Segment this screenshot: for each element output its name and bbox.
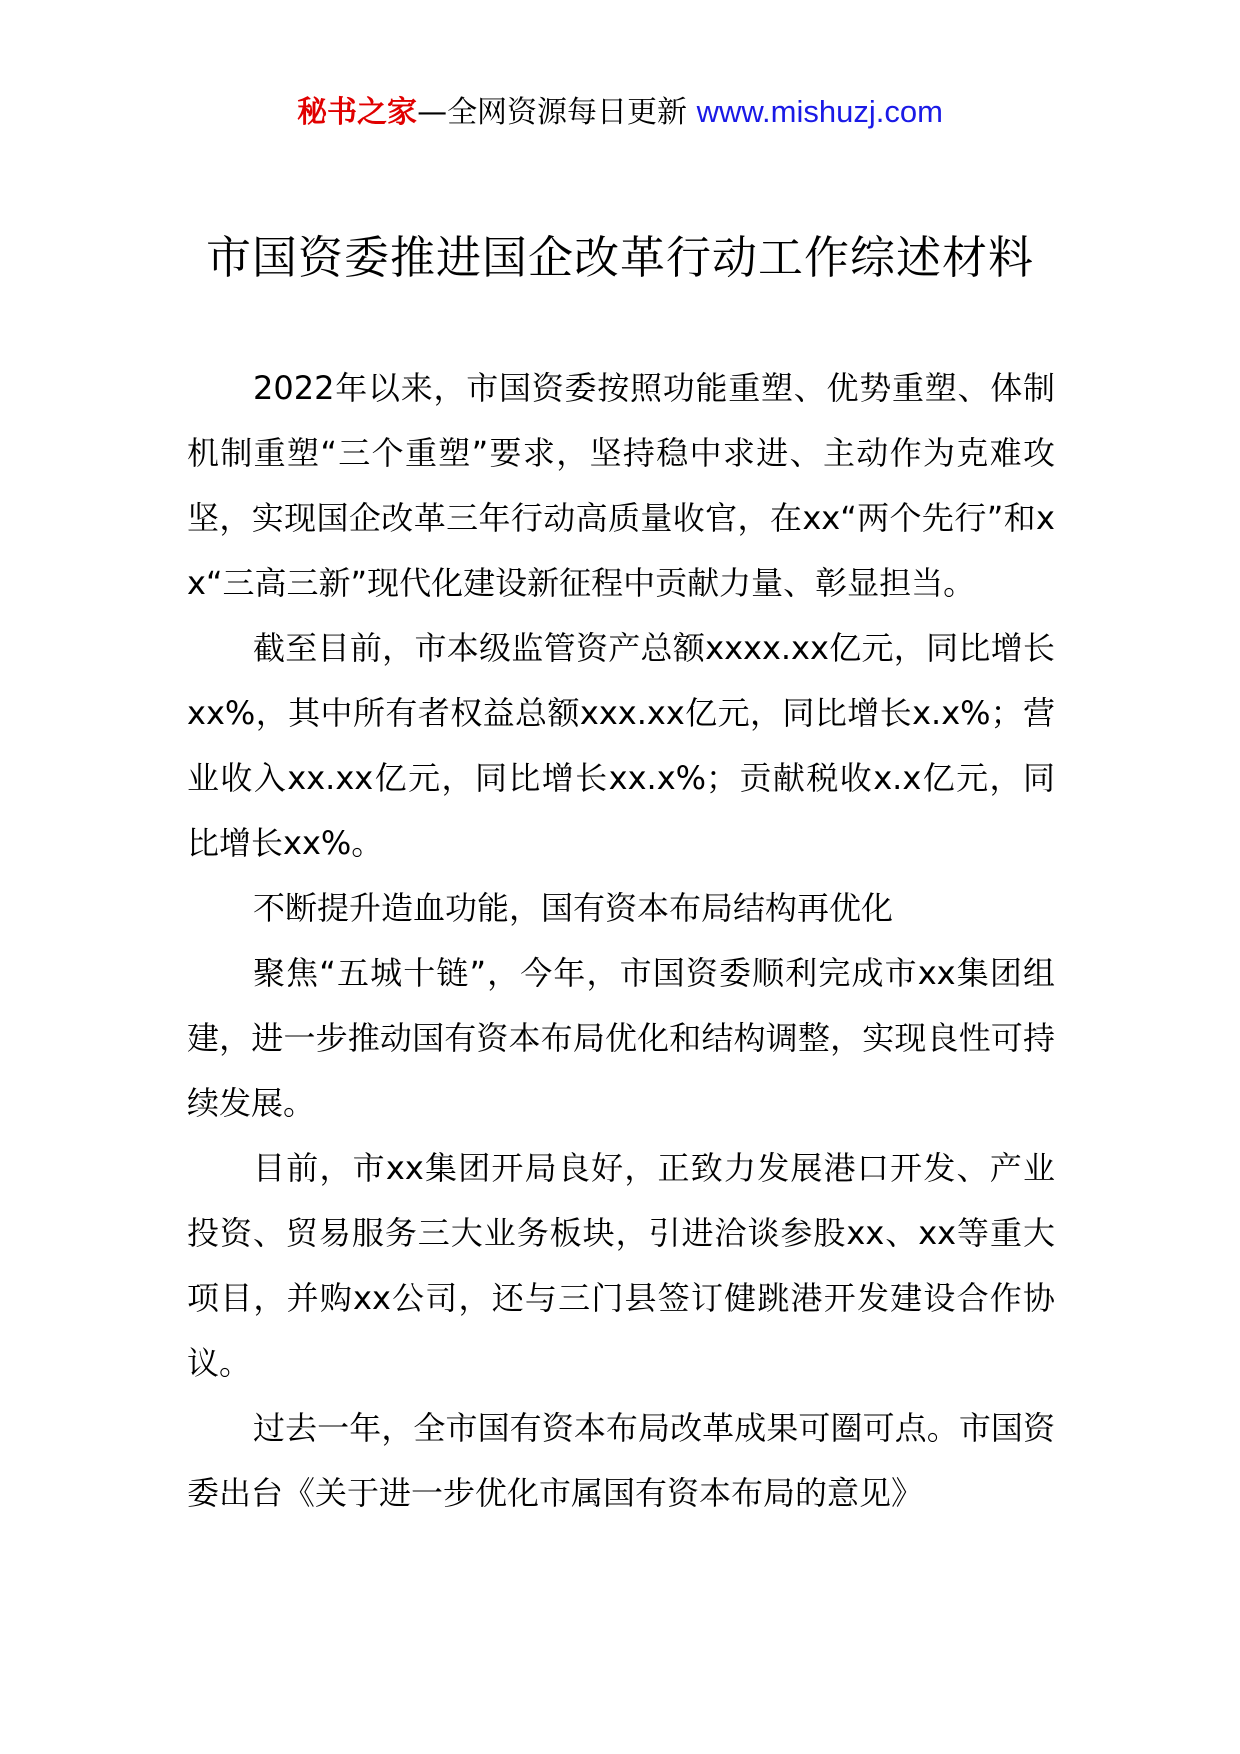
- site-url-link[interactable]: www.mishuzj.com: [696, 94, 943, 129]
- paragraph-group-progress: 目前，市xx集团开局良好，正致力发展港口开发、产业投资、贸易服务三大业务板块，引进洽谈参股xx、xx等重大项目，并购xx公司，还与三门县签订健跳港开发建设合作协议。: [187, 1149, 1055, 1382]
- paragraph-restructuring: 聚焦“五城十链”，今年，市国资委顺利完成市xx集团组建，进一步推动国有资本布局优化和结构调整，实现良性可持续发展。: [187, 954, 1055, 1122]
- site-banner: [0, 92, 1240, 133]
- brand-name: 秘书之家: [297, 95, 418, 130]
- section-subheading: 不断提升造血功能，国有资本布局结构再优化: [253, 889, 894, 927]
- paragraph-statistics: 截至目前，市本级监管资产总额xxxx.xx亿元，同比增长xx%，其中所有者权益总额xxx.xx亿元，同比增长x.x%；营业收入xx.xx亿元，同比增长xx.x%；贡献税收x.x亿元，同比增长xx%。: [187, 629, 1055, 862]
- paragraph-intro: 2022年以来，市国资委按照功能重塑、优势重塑、体制机制重塑“三个重塑”要求，坚持稳中求进、主动作为克难攻坚，实现国企改革三年行动高质量收官，在xx“两个先行”和xx“三高三新”现代化建设新征程中贡献力量、彰显担当。: [187, 369, 1055, 602]
- paragraph-past-year: 过去一年，全市国有资本布局改革成果可圈可点。市国资委出台《关于进一步优化市属国有资本布局的意见》: [187, 1409, 1055, 1512]
- banner-slogan: —全网资源每日更新: [417, 95, 697, 130]
- document-title: 市国资委推进国企改革行动工作综述材料: [205, 231, 1034, 284]
- document-body: [187, 356, 1055, 1526]
